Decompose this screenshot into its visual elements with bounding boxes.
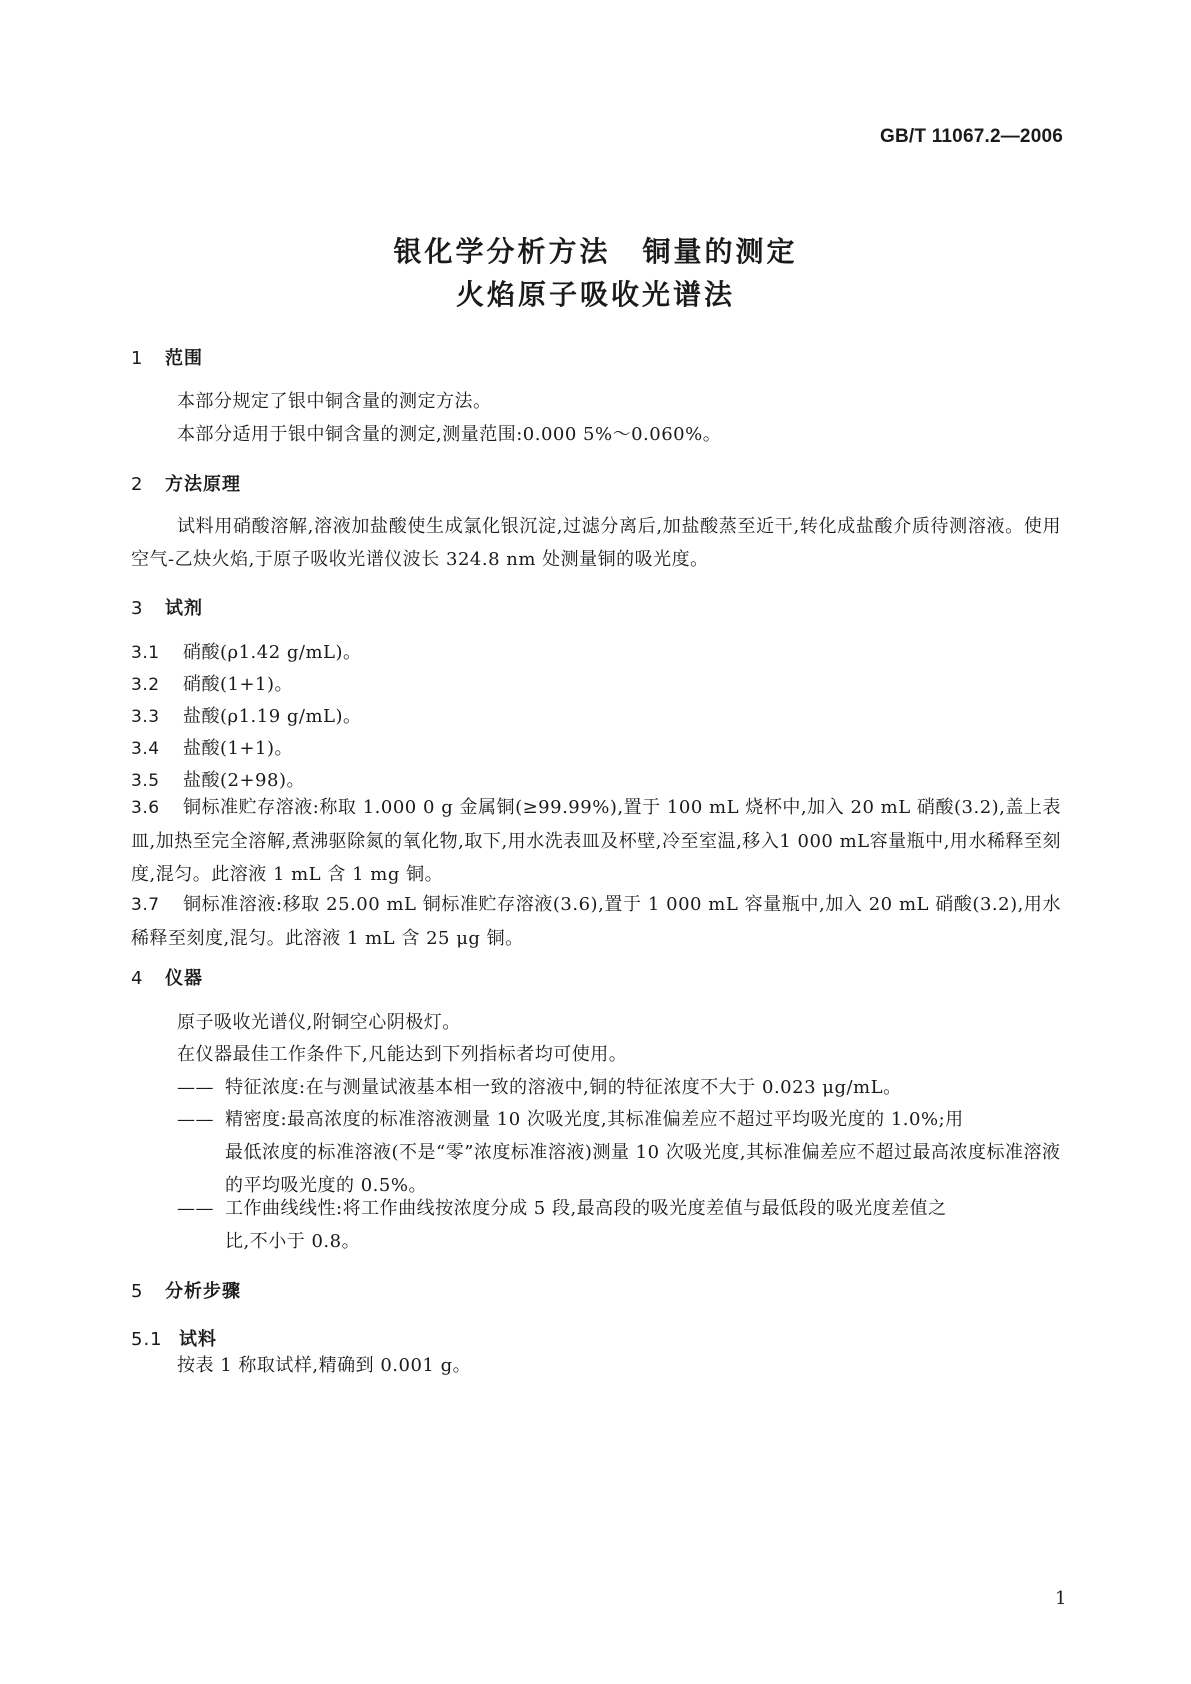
reagent-item [131,638,362,664]
title-part-sub: 铜量的测定 [642,235,798,268]
instrument-paragraph-2: 在仪器最佳工作条件下,凡能达到下列指标者均可使用。 [177,1044,628,1065]
reagent-text: 盐酸(1+1)。 [183,738,294,759]
reagent-number: 3.6 [131,798,160,818]
principle-paragraph: 试料用硝酸溶解,溶液加盐酸使生成氯化银沉淀,过滤分离后,加盐酸蒸至近干,转化成盐酸介质待测溶液。使用空气-乙炔火焰,于原子吸收光谱仪波长 324.8 nm 处测量铜的吸光度。 [131,516,1061,570]
section-title: 试剂 [165,598,203,619]
section-number: 3 [131,598,144,619]
section-number: 2 [131,474,144,495]
reagent-item [131,734,293,760]
reagent-item [131,670,293,696]
section-number: 5.1 [131,1329,163,1350]
scope-paragraph-2: 本部分适用于银中铜含量的测定,测量范围:0.000 5%～0.060%。 [177,424,722,445]
reagent-number: 3.2 [131,675,160,695]
reagent-text: 盐酸(ρ1.19 g/mL)。 [183,706,362,727]
section-number: 1 [131,348,144,369]
page-number: 1 [1055,1588,1067,1609]
requirement-text-continued: 最低浓度的标准溶液(不是“零”浓度标准溶液)测量 10 次吸光度,其标准偏差应不超过最高浓度标准溶液的平均吸光度的 0.5%。 [225,1142,1061,1196]
instrument-paragraph-1: 原子吸收光谱仪,附铜空心阴极灯。 [177,1012,461,1033]
dash-mark: —— [177,1198,214,1219]
section-number: 5 [131,1281,144,1302]
section-title: 方法原理 [165,474,241,495]
requirement-text: 特征浓度:在与测量试液基本相一致的溶液中,铜的特征浓度不大于 0.023 μg/mL。 [225,1077,902,1098]
section-number: 4 [131,968,144,989]
reagent-text: 硝酸(1+1)。 [183,674,294,695]
reagent-text: 铜标准贮存溶液:称取 1.000 0 g 金属铜(≥99.99%),置于 100 mL 烧杯中,加入 20 mL 硝酸(3.2),盖上表皿,加热至完全溶解,煮沸驱除氮的氧化物,取下,用水洗表皿及杯壁,冷至室温,移入1 000 mL容量瓶中,用水稀释至刻度,混匀。此溶液 1 mL 含 1 mg 铜。 [131,797,1061,885]
document-title-line-1 [0,230,1191,270]
section-heading-reagents [131,594,203,620]
reagent-item-long [131,888,1061,955]
title-part-main: 银化学分析方法 [393,235,611,268]
section-title: 分析步骤 [165,1281,241,1302]
section-heading-instrument [131,964,203,990]
instrument-requirement-1 [177,1071,1063,1104]
reagent-number: 3.7 [131,895,160,915]
reagent-item [131,766,305,792]
dash-mark: —— [177,1109,214,1130]
scope-paragraph-1: 本部分规定了银中铜含量的测定方法。 [177,391,492,412]
section-heading-principle [131,470,241,496]
standard-code: GB/T 11067.2—2006 [880,126,1063,147]
requirement-text: 工作曲线线性:将工作曲线按浓度分成 5 段,最高段的吸光度差值与最低段的吸光度差值之 [225,1198,947,1219]
reagent-number: 3.3 [131,707,160,727]
section-heading-procedure [131,1277,241,1303]
reagent-item [131,702,362,728]
requirement-text-continued: 比,不小于 0.8。 [225,1231,361,1252]
reagent-number: 3.5 [131,771,160,791]
sample-paragraph: 按表 1 称取试样,精确到 0.001 g。 [177,1355,472,1376]
reagent-item-long [131,791,1061,891]
reagent-text: 硝酸(ρ1.42 g/mL)。 [183,642,362,663]
instrument-requirement-2 [177,1103,1063,1202]
section-title: 仪器 [165,968,203,989]
document-title-line-2: 火焰原子吸收光谱法 [455,278,735,311]
subsection-heading-sample [131,1325,217,1351]
reagent-number: 3.1 [131,643,160,663]
dash-mark: —— [177,1077,214,1098]
section-heading-scope [131,344,203,370]
reagent-number: 3.4 [131,739,160,759]
reagent-text: 盐酸(2+98)。 [183,770,305,791]
requirement-text: 精密度:最高浓度的标准溶液测量 10 次吸光度,其标准偏差应不超过平均吸光度的 1.0%;用 [225,1109,964,1130]
reagent-text: 铜标准溶液:移取 25.00 mL 铜标准贮存溶液(3.6),置于 1 000 mL 容量瓶中,加入 20 mL 硝酸(3.2),用水稀释至刻度,混匀。此溶液 1 mL 含 25 μg 铜。 [131,894,1061,949]
section-title: 试料 [179,1329,217,1350]
instrument-requirement-3 [177,1192,1063,1258]
section-title: 范围 [165,348,203,369]
